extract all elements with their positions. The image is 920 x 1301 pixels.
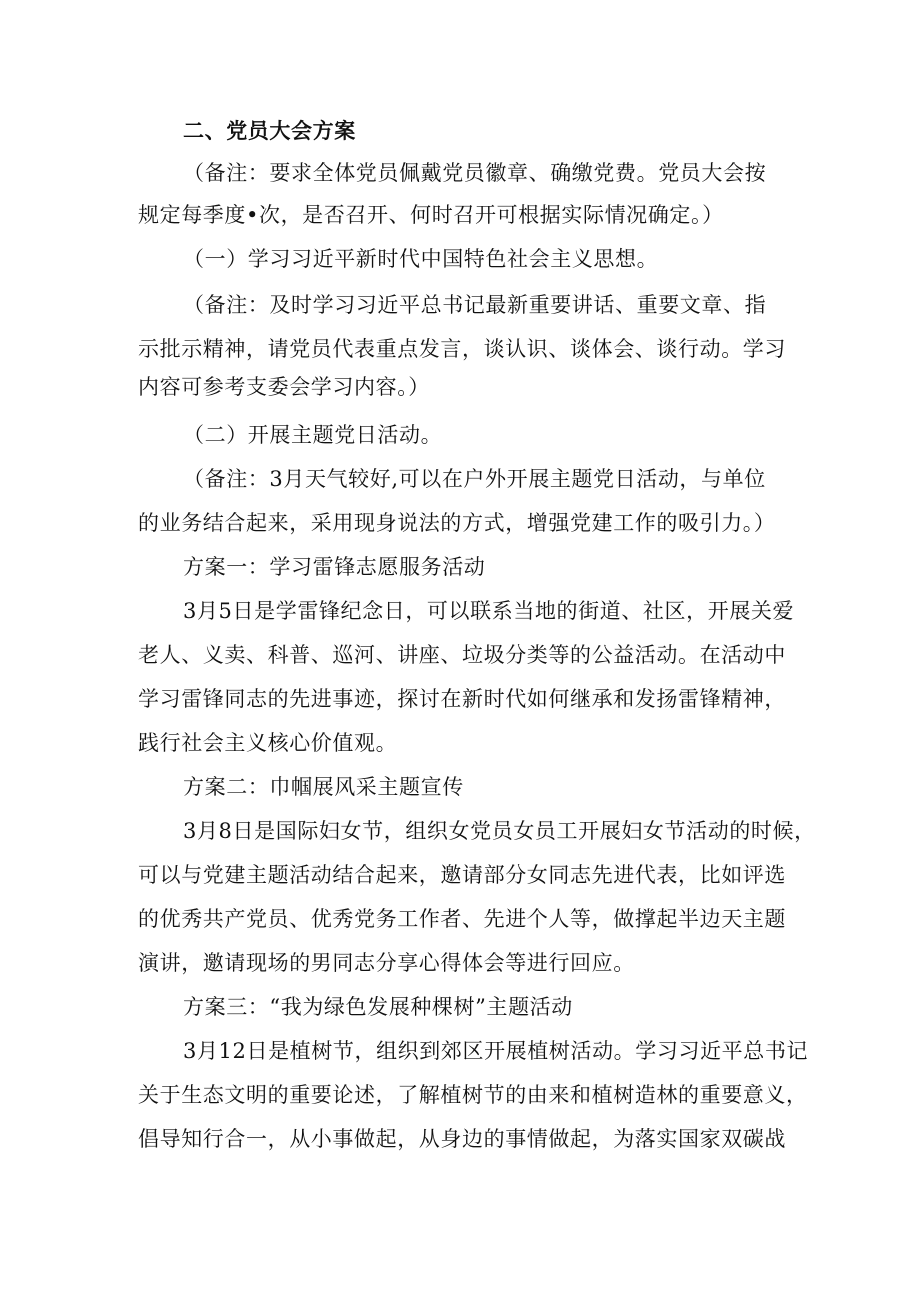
plan-2-line-2: 可以与党建主题活动结合起来，邀请部分女同志先进代表，比如评选 bbox=[138, 863, 786, 887]
plan-1-line-2: 老人、义卖、科普、巡河、讲座、垃圾分类等的公益活动。在活动中 bbox=[138, 643, 786, 667]
note-1-line-2: 规定每季度•次，是否召开、何时召开可根据实际情况确定。） bbox=[138, 203, 724, 227]
plan-2-title: 方案二：巾帼展风采主题宣传 bbox=[183, 775, 464, 799]
plan-2-line-3: 的优秀共产党员、优秀党务工作者、先进个人等，做撑起半边天主题 bbox=[138, 907, 786, 931]
plan-3-line-1: 3月12日是植树节，组织到郊区开展植树活动。学习习近平总书记 bbox=[183, 1039, 809, 1063]
plan-3-title: 方案三：“我为绿色发展种棵树”主题活动 bbox=[183, 995, 573, 1019]
plan-1-line-3: 学习雷锋同志的先进事迹，探讨在新时代如何继承和发扬雷锋精神， bbox=[138, 687, 786, 711]
plan-1-line-4: 践行社会主义核心价值观。 bbox=[138, 731, 398, 755]
plan-1-line-1: 3月5日是学雷锋纪念日，可以联系当地的街道、社区，开展关爱 bbox=[183, 599, 795, 623]
note-3-line-1: （备注：3月天气较好,可以在户外开展主题党日活动，与单位 bbox=[183, 467, 766, 491]
section-heading: 二、党员大会方案 bbox=[183, 118, 356, 143]
note-2-line-1: （备注：及时学习习近平总书记最新重要讲话、重要文章、指 bbox=[183, 293, 767, 317]
item-1-title: （一）学习习近平新时代中国特色社会主义思想。 bbox=[183, 247, 659, 271]
plan-1-title: 方案一：学习雷锋志愿服务活动 bbox=[183, 555, 486, 579]
plan-3-line-2: 关于生态文明的重要论述，了解植树节的由来和植树造林的重要意义， bbox=[138, 1083, 808, 1107]
plan-3-line-3: 倡导知行合一，从小事做起，从身边的事情做起，为落实国家双碳战 bbox=[138, 1127, 786, 1151]
note-1-line-1: （备注：要求全体党员佩戴党员徽章、确缴党费。党员大会按 bbox=[183, 161, 767, 185]
note-2-line-3: 内容可参考支委会学习内容。） bbox=[138, 375, 430, 399]
plan-2-line-4: 演讲，邀请现场的男同志分享心得体会等进行回应。 bbox=[138, 951, 635, 975]
item-2-title: （二）开展主题党日活动。 bbox=[183, 423, 443, 447]
note-3-line-2: 的业务结合起来，采用现身说法的方式，增强党建工作的吸引力。） bbox=[138, 511, 776, 535]
plan-2-line-1: 3月8日是国际妇女节，组织女党员女员工开展妇女节活动的时候， bbox=[183, 819, 816, 843]
note-2-line-2: 示批示精神，请党员代表重点发言，谈认识、谈体会、谈行动。学习 bbox=[138, 337, 786, 361]
